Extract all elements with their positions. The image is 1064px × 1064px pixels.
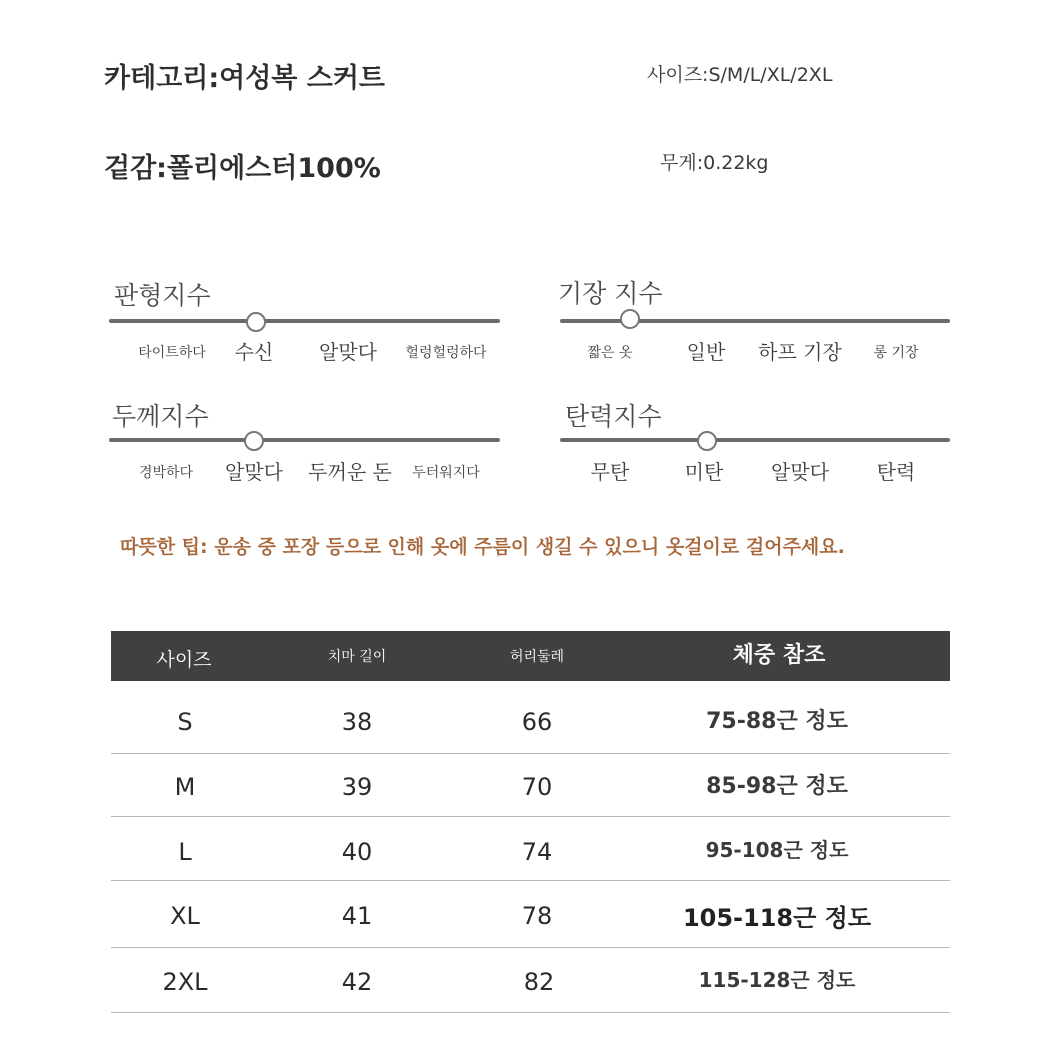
cell-size: S [177, 708, 193, 736]
thickness-label-1: 알맞다 [225, 460, 283, 484]
cell-length: 39 [341, 773, 373, 801]
thickness-label-0: 경박하다 [138, 465, 194, 481]
cell-weight: 85-98근 정도 [706, 774, 848, 799]
fit-index-title: 판형지수 [114, 281, 211, 310]
care-tip: 따뜻한 팁: 운송 중 포장 등으로 인해 옷에 주름이 생길 수 있으니 옷걸이로 걸어주세요. [120, 536, 845, 558]
sizes-text: 사이즈:S/M/L/XL/2XL [647, 64, 833, 86]
cell-waist: 66 [521, 708, 553, 736]
header-weight: 체중 참조 [732, 643, 826, 668]
cell-size: L [178, 838, 192, 866]
thickness-index-title: 두께지수 [112, 402, 209, 431]
cell-weight: 95-108근 정도 [705, 838, 849, 862]
table-row [111, 688, 950, 752]
length-label-3: 롱 기장 [873, 345, 919, 361]
table-row [111, 882, 950, 946]
cell-size: 2XL [162, 968, 208, 996]
length-index-marker [620, 309, 640, 329]
thickness-index-track [109, 438, 500, 442]
cell-waist: 78 [521, 902, 553, 930]
cell-length: 41 [341, 902, 373, 930]
cell-length: 38 [341, 708, 373, 736]
fit-label-0: 타이트하다 [138, 345, 206, 361]
table-header [111, 631, 950, 681]
thickness-label-3: 두터워지다 [412, 465, 480, 481]
fit-label-2: 알맞다 [319, 340, 377, 364]
length-label-1: 일반 [686, 340, 726, 364]
row-divider [111, 816, 950, 817]
cell-weight: 115-128근 정도 [698, 968, 856, 992]
table-row [111, 818, 950, 882]
elasticity-index-marker [697, 431, 717, 451]
category-text: 카테고리:여성복 스커트 [104, 63, 386, 94]
header-waist: 허리둘레 [509, 649, 565, 665]
header-size: 사이즈 [156, 649, 212, 671]
cell-waist: 82 [523, 968, 555, 996]
length-label-0: 짧은 옷 [587, 345, 633, 361]
table-row [111, 948, 950, 1012]
cell-weight: 75-88근 정도 [706, 709, 848, 734]
fit-index-marker [246, 312, 266, 332]
cell-size: XL [170, 902, 200, 930]
fit-index-track [109, 319, 500, 323]
cell-size: M [174, 773, 196, 801]
cell-length: 40 [341, 838, 373, 866]
cell-waist: 70 [521, 773, 553, 801]
cell-length: 42 [341, 968, 373, 996]
row-divider [111, 1012, 950, 1013]
length-index-track [560, 319, 950, 323]
thickness-label-2: 두꺼운 돈 [308, 460, 392, 484]
thickness-index-marker [244, 431, 264, 451]
elasticity-index-track [560, 438, 950, 442]
cell-waist: 74 [521, 838, 553, 866]
elasticity-label-3: 탄력 [876, 460, 916, 484]
length-label-2: 하프 기장 [758, 340, 842, 364]
fit-label-1: 수신 [234, 340, 274, 364]
elasticity-label-1: 미탄 [684, 460, 724, 484]
row-divider [111, 880, 950, 881]
elasticity-index-title: 탄력지수 [565, 402, 662, 431]
header-length: 치마 길이 [327, 649, 387, 665]
elasticity-label-0: 무탄 [590, 460, 630, 484]
table-row [111, 753, 950, 817]
elasticity-label-2: 알맞다 [771, 460, 829, 484]
weight-text: 무게:0.22kg [660, 152, 769, 174]
cell-weight: 105-118근 정도 [682, 904, 872, 932]
material-text: 겉감:폴리에스터100% [104, 153, 381, 184]
length-index-title: 기장 지수 [558, 279, 663, 308]
fit-label-3: 헐렁헐렁하다 [405, 345, 487, 361]
